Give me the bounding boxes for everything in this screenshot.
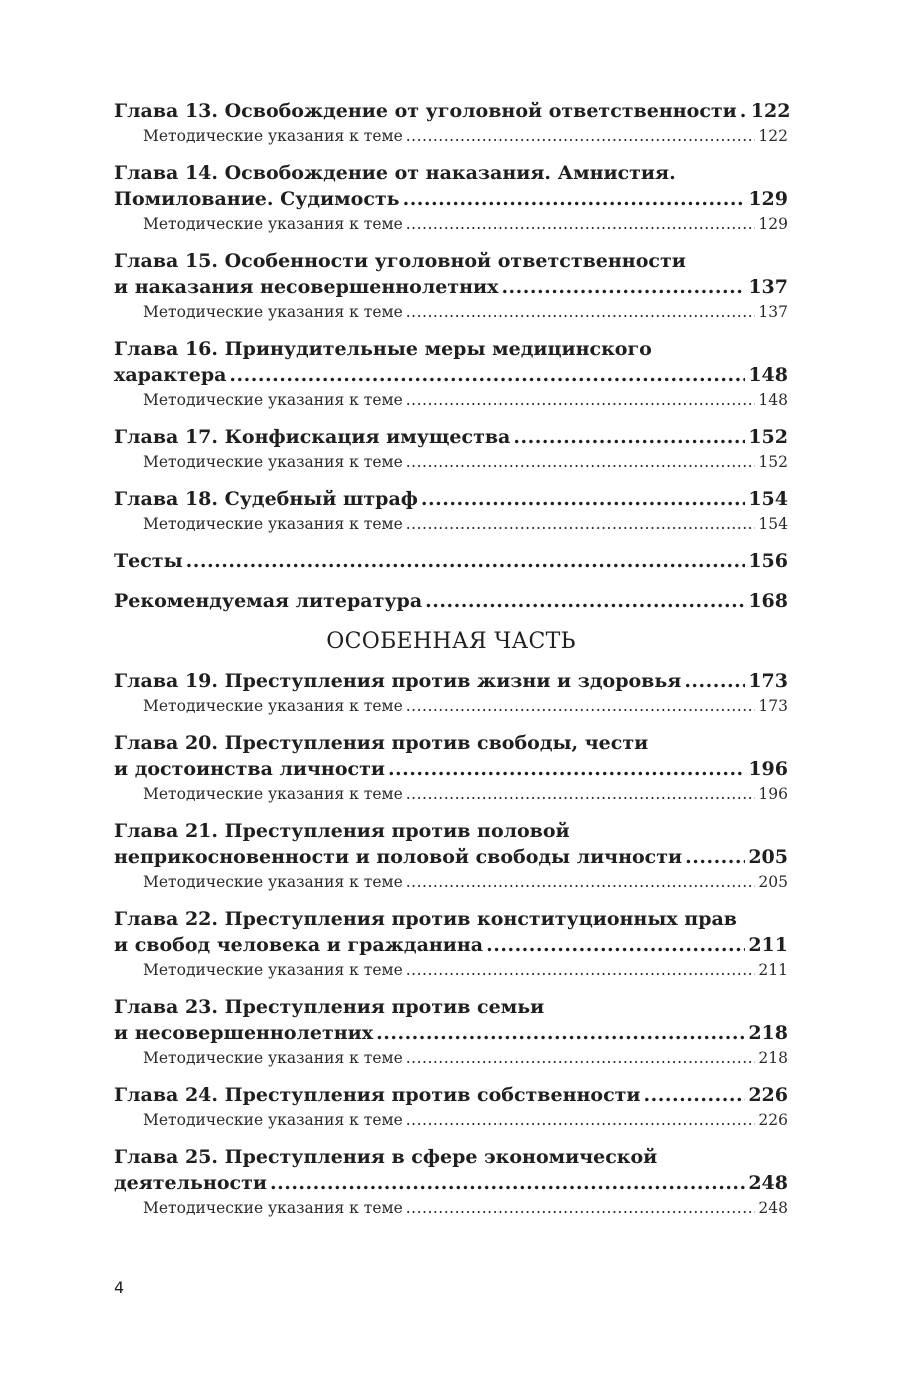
dot-leader: [406, 300, 756, 324]
toc-entry: [114, 588, 788, 614]
toc-entry-title-line: Глава 25. Преступления в сфере экономической: [114, 1146, 658, 1168]
toc-subentry-page: 137: [758, 303, 788, 321]
toc-entry-line: [114, 756, 788, 782]
dot-leader: [406, 694, 756, 718]
dot-leader: [186, 548, 746, 574]
dot-leader: [406, 388, 756, 412]
toc-entry: [114, 424, 788, 474]
toc-subentry: [114, 1196, 788, 1220]
dot-leader: [644, 1082, 746, 1108]
toc-subentry-page: 122: [758, 127, 788, 145]
section-heading: ОСОБЕННАЯ ЧАСТЬ: [326, 629, 576, 654]
toc-entry: [114, 730, 788, 806]
toc-subentry: [114, 388, 788, 412]
dot-leader: [684, 668, 745, 694]
toc-entry-title: Глава 13. Освобождение от уголовной ответственности: [114, 100, 737, 122]
dot-leader: [501, 274, 745, 300]
toc-entry-title: и свобод человека и гражданина: [114, 934, 484, 956]
toc-subentry-text: Методические указания к теме: [143, 303, 403, 321]
toc-entry-title-line: Глава 20. Преступления против свободы, чести: [114, 732, 649, 754]
toc-entry-title: Тесты: [114, 550, 183, 572]
toc-entry: [114, 248, 788, 324]
toc-entry-title: и несовершеннолетних: [114, 1022, 374, 1044]
toc-subentry-page: 148: [758, 391, 788, 409]
toc-subentry-text: Методические указания к теме: [143, 697, 403, 715]
dot-leader: [406, 1196, 756, 1220]
toc-entry: [114, 548, 788, 574]
dot-leader: [685, 844, 745, 870]
toc-subentry: [114, 124, 788, 148]
toc-entry-line: [114, 844, 788, 870]
toc-subentry-text: Методические указания к теме: [143, 515, 403, 533]
toc-subentry: [114, 1108, 788, 1132]
toc-entry-title: и наказания несовершеннолетних: [114, 276, 499, 298]
toc-subentry: [114, 870, 788, 894]
toc-entry-line: [114, 98, 791, 124]
toc-subentry-text: Методические указания к теме: [143, 215, 403, 233]
dot-leader: [406, 212, 756, 236]
toc-entry: [114, 1082, 788, 1132]
table-of-contents: [114, 98, 791, 1232]
toc-entry-page: 248: [748, 1172, 788, 1194]
toc-entry-page: 156: [748, 550, 788, 572]
toc-entry-title: Рекомендуемая литература: [114, 590, 423, 612]
toc-entry-page: 154: [748, 488, 788, 510]
toc-subentry-text: Методические указания к теме: [143, 961, 403, 979]
toc-entry-title: и достоинства личности: [114, 758, 385, 780]
toc-entry-title: Глава 19. Преступления против жизни и здоровья: [114, 670, 682, 692]
toc-entry-title: характера: [114, 364, 227, 386]
toc-entry-title-line: Глава 14. Освобождение от наказания. Амнистия.: [114, 162, 676, 184]
toc-entry-line: [114, 932, 788, 958]
toc-entry: [114, 336, 788, 412]
toc-entry-title: Помилование. Судимость: [114, 188, 400, 210]
toc-entry-title-line: Глава 16. Принудительные меры медицинского: [114, 338, 652, 360]
dot-leader: [229, 362, 745, 388]
toc-entry-line: [114, 486, 788, 512]
toc-subentry: [114, 512, 788, 536]
toc-entry-title: неприкосновенности и половой свободы личности: [114, 846, 683, 868]
toc-subentry-page: 218: [758, 1049, 788, 1067]
dot-leader: [406, 1046, 756, 1070]
dot-leader: [406, 870, 756, 894]
toc-subentry-text: Методические указания к теме: [143, 785, 403, 803]
dot-leader: [486, 932, 745, 958]
toc-entry-page: 196: [748, 758, 788, 780]
toc-subentry: [114, 782, 788, 806]
toc-subentry: [114, 300, 788, 324]
toc-special-part: [114, 668, 788, 1220]
toc-subentry-text: Методические указания к теме: [143, 391, 403, 409]
toc-entry-title: Глава 17. Конфискация имущества: [114, 426, 511, 448]
toc-subentry: [114, 212, 788, 236]
toc-subentry-page: 129: [758, 215, 788, 233]
toc-entry-page: 218: [748, 1022, 788, 1044]
toc-entry: [114, 160, 788, 236]
toc-entry-page: 129: [748, 188, 788, 210]
toc-entry-line: [114, 1170, 788, 1196]
toc-entry-title-line: Глава 22. Преступления против конституционных прав: [114, 908, 738, 930]
dot-leader: [406, 450, 756, 474]
toc-entry-line: [114, 186, 788, 212]
toc-entry: [114, 668, 788, 718]
toc-subentry: [114, 1046, 788, 1070]
page-number: 4: [114, 1278, 125, 1297]
toc-entry-line: [114, 362, 788, 388]
toc-entry-page: 148: [748, 364, 788, 386]
toc-subentry-text: Методические указания к теме: [143, 127, 403, 145]
dot-leader: [403, 186, 746, 212]
toc-subentry-text: Методические указания к теме: [143, 873, 403, 891]
toc-entry-title-line: Глава 23. Преступления против семьи: [114, 996, 545, 1018]
toc-subentry: [114, 694, 788, 718]
dot-leader: [513, 424, 745, 450]
toc-entry-page: 173: [748, 670, 788, 692]
toc-entry: [114, 486, 788, 536]
toc-entry-page: 226: [748, 1084, 788, 1106]
toc-entry: [114, 98, 791, 148]
dot-leader: [425, 588, 745, 614]
toc-entry-page: 205: [748, 846, 788, 868]
dot-leader: [421, 486, 745, 512]
dot-leader: [388, 756, 745, 782]
dot-leader: [406, 1108, 756, 1132]
toc-entry-page: 152: [748, 426, 788, 448]
toc-subentry-page: 152: [758, 453, 788, 471]
toc-subentry-page: 211: [758, 961, 788, 979]
toc-entry-title: Глава 18. Судебный штраф: [114, 488, 418, 510]
dot-leader: [406, 124, 756, 148]
toc-entry-page: 137: [748, 276, 788, 298]
dot-leader: [406, 512, 756, 536]
toc-entry: [114, 994, 788, 1070]
toc-subentry: [114, 958, 788, 982]
toc-entry-title: деятельности: [114, 1172, 267, 1194]
toc-subentry-page: 196: [758, 785, 788, 803]
toc-general-part: [114, 98, 791, 614]
toc-entry-page: 211: [748, 934, 788, 956]
toc-entry-line: [114, 1082, 788, 1108]
toc-subentry-page: 248: [758, 1199, 788, 1217]
toc-entry-title: Глава 24. Преступления против собственности: [114, 1084, 641, 1106]
toc-entry: [114, 906, 788, 982]
toc-entry-page: 122: [750, 100, 791, 122]
toc-subentry: [114, 450, 788, 474]
toc-subentry-page: 173: [758, 697, 788, 715]
toc-entry-title-line: Глава 21. Преступления против половой: [114, 820, 570, 842]
toc-subentry-page: 226: [758, 1111, 788, 1129]
toc-subentry-page: 205: [758, 873, 788, 891]
dot-leader: [406, 782, 756, 806]
toc-subentry-text: Методические указания к теме: [143, 453, 403, 471]
toc-entry: [114, 818, 788, 894]
toc-subentry-text: Методические указания к теме: [143, 1049, 403, 1067]
dot-leader: [740, 98, 748, 124]
dot-leader: [376, 1020, 745, 1046]
toc-entry-page: 168: [748, 590, 788, 612]
toc-subentry-text: Методические указания к теме: [143, 1111, 403, 1129]
toc-entry-line: [114, 548, 788, 574]
toc-entry-line: [114, 1020, 788, 1046]
dot-leader: [270, 1170, 745, 1196]
toc-entry-title-line: Глава 15. Особенности уголовной ответственности: [114, 250, 686, 272]
toc-entry-line: [114, 274, 788, 300]
toc-entry-line: [114, 668, 788, 694]
dot-leader: [406, 958, 756, 982]
toc-subentry-text: Методические указания к теме: [143, 1199, 403, 1217]
toc-subentry-page: 154: [758, 515, 788, 533]
toc-entry-line: [114, 424, 788, 450]
toc-entry: [114, 1144, 788, 1220]
toc-entry-line: [114, 588, 788, 614]
